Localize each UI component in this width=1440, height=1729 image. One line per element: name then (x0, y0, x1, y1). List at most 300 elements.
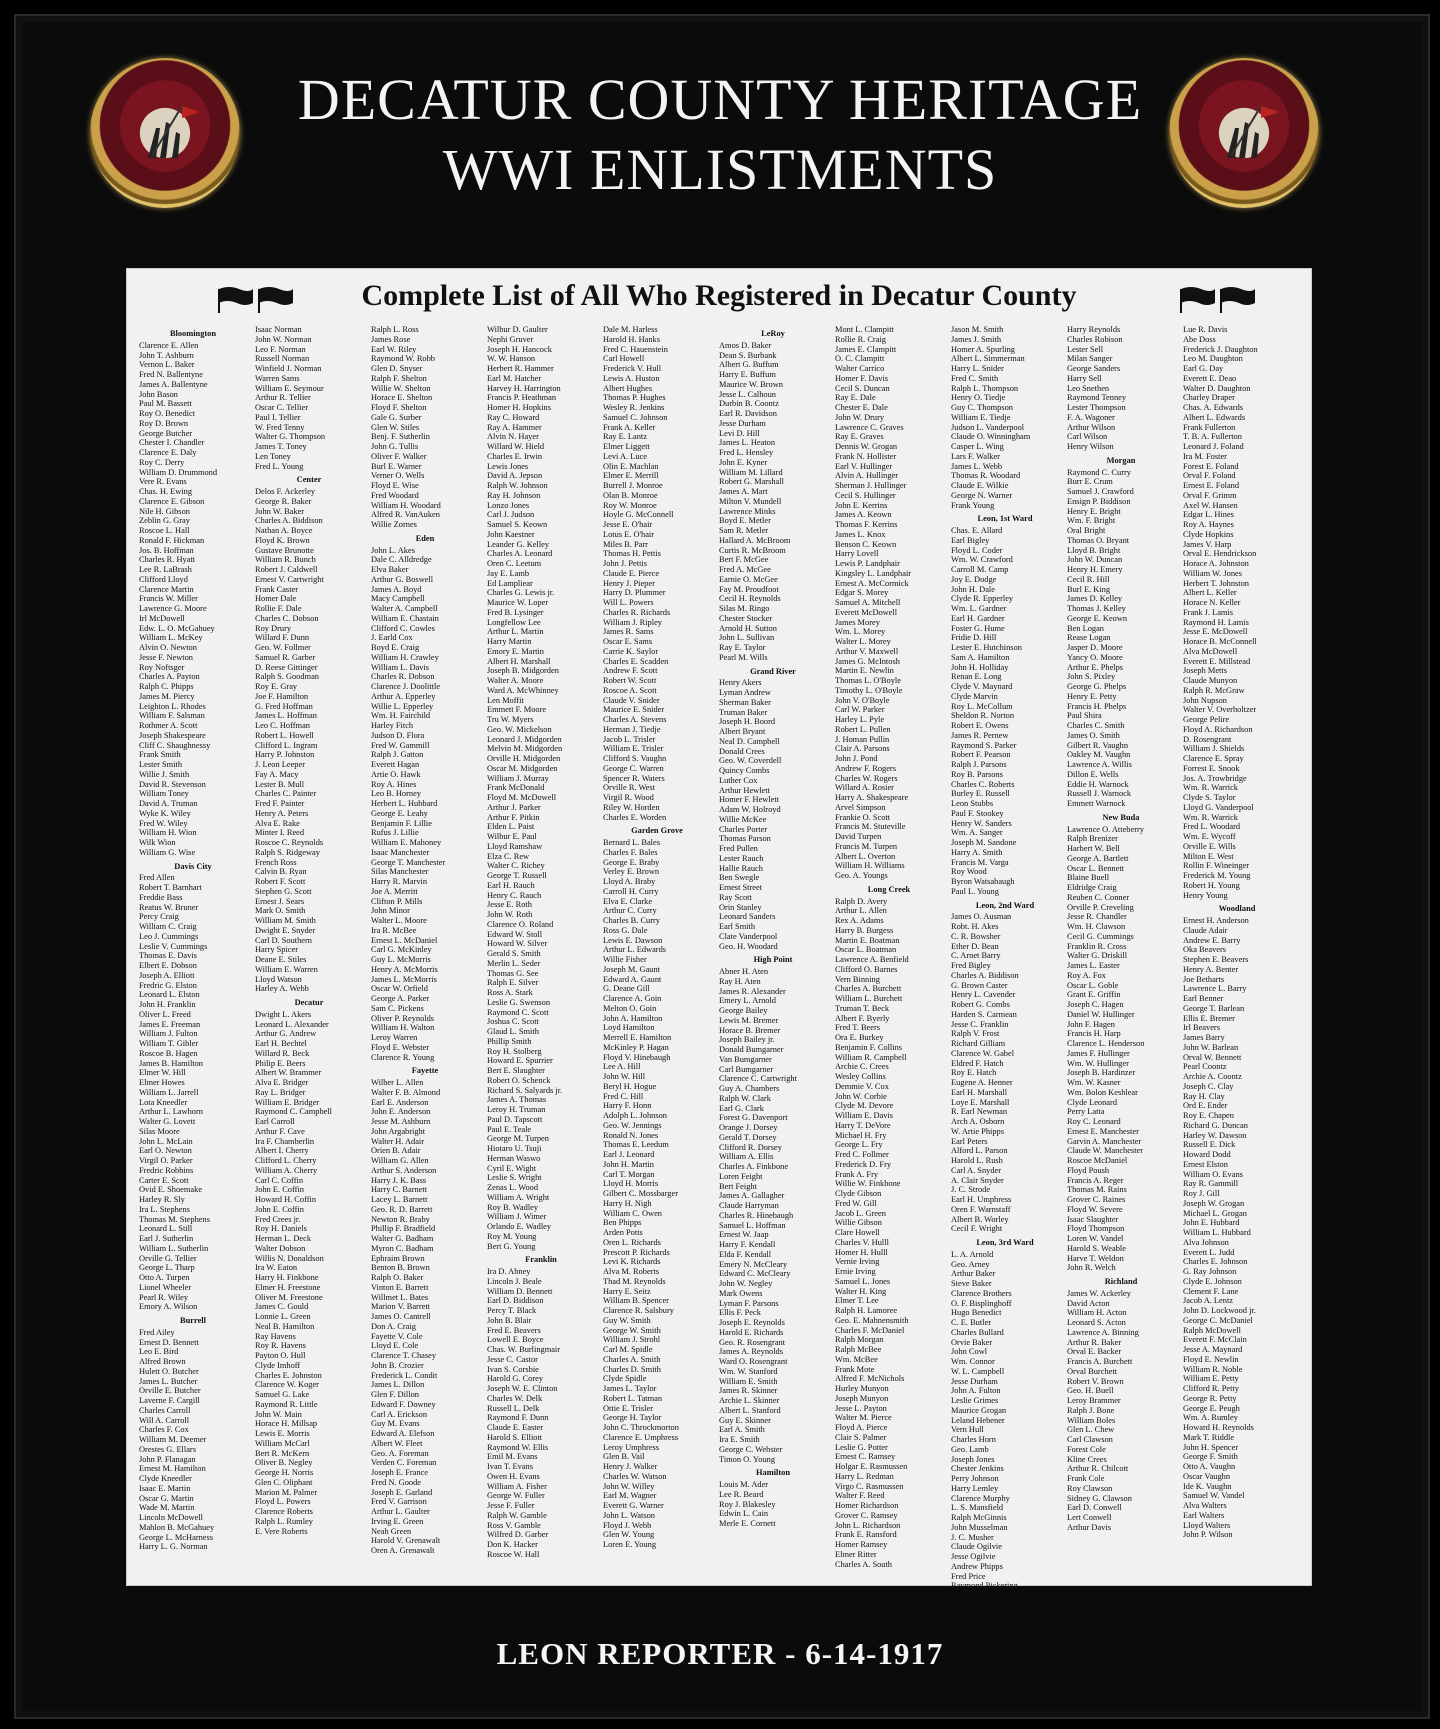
registrant-name: Harry J. K. Bass (371, 1175, 427, 1185)
registrant-name: Nephi Gruver (487, 334, 534, 344)
registrant-name: Roy C. Leonard (1067, 1117, 1121, 1126)
registrant-name: Frederick V. Hull (603, 364, 662, 373)
registrant-name: Reuben C. Conner (1067, 892, 1130, 902)
registrant-name: Ray E. Dale (835, 393, 876, 403)
registrant-name: Ivan S. Corsbie (487, 1364, 539, 1374)
registrant-name: Nile H. Gibson (139, 506, 190, 516)
registrant-name: Thomas F. Kerrins (835, 520, 898, 529)
registrant-name: Grover C. Raines (1067, 1195, 1126, 1204)
registrant-name: Leander G. Kelley (487, 539, 550, 549)
registrant-name: John P. Flanagan (139, 1454, 196, 1464)
registrant-name: Oliver B. Negley (255, 1458, 313, 1468)
registrant-name: Glen L. Chew (1067, 1425, 1115, 1435)
registrant-name: Benson C. Keown (835, 539, 897, 549)
registrant-name: Sheldon R. Norton (951, 711, 1015, 721)
registrant-name: Robert E. Owens (951, 721, 1009, 730)
registrant-name: Glaud L. Smith (487, 1027, 539, 1036)
registrant-name: Ralph W. Johnson (487, 481, 548, 490)
registrant-name: Louis M. Ader (719, 1480, 769, 1489)
registrant-name: Yancy O. Moore (1067, 652, 1123, 662)
registrant-name: Albert L. Keller (1183, 588, 1237, 598)
registrant-name: Ralph L. Ross (371, 325, 419, 334)
registrant-name: Wilfred D. Garber (487, 1530, 549, 1540)
registrant-name: Roy A. Hines (371, 779, 417, 789)
registrant-name: John V. O'Boyle (835, 695, 890, 705)
registrant-name: Harry Sell (1067, 373, 1102, 383)
name-column (485, 325, 597, 1575)
registrant-name: Loye E. Marshall (951, 1097, 1010, 1107)
registrant-name: John E. Kyner (719, 457, 768, 467)
name-column (1065, 325, 1177, 1575)
registrant-name: Charles Bullard (951, 1327, 1004, 1337)
registrant-name: Kingsley L. Landphair (835, 568, 912, 578)
registrant-name: Lloyd E. Cole (371, 1341, 419, 1351)
registrant-name: Roy E. Chapen (1183, 1111, 1234, 1120)
registrant-name: Paul Shira (1067, 711, 1102, 721)
registrant-name: Floyd E. Webster (371, 1042, 430, 1052)
registrant-name: George C. McDaniel (1183, 1315, 1253, 1325)
registrant-name: Wm. W. Stanford (719, 1366, 778, 1376)
registrant-name: George E. Peugh (1183, 1403, 1240, 1413)
registrant-name: Fred C. Smith (951, 373, 999, 383)
registrant-name: Beryl H. Hogue (603, 1081, 657, 1091)
registrant-name: Charles R. Dobson (371, 672, 435, 682)
registrant-name: Ensign P. Biddison (1067, 496, 1131, 506)
registrant-name: Oscar L. Bennett (1067, 863, 1124, 873)
registrant-name: Floyd L. Coder (951, 545, 1003, 555)
registrant-name: Grover C. Ramsey (835, 1510, 898, 1520)
registrant-name: Will A. Carroll (139, 1415, 190, 1425)
registrant-name: Benjamin F. Collins (835, 1042, 903, 1052)
registrant-name: Fred V. Garrison (371, 1497, 427, 1507)
registrant-name: Gerald T. Dorsey (719, 1132, 777, 1142)
registrant-name: Fredric G. Elston (139, 980, 197, 990)
registrant-name: Leo M. Daughton (1183, 354, 1243, 364)
registrant-name: Lert Conwell (1067, 1513, 1112, 1522)
registrant-name: Frankie O. Scott (835, 812, 891, 822)
registrant-name: William J. Wimer (487, 1212, 547, 1222)
registrant-name: Leonard L. Elston (139, 990, 200, 1000)
registrant-name: Charles E. Johnston (255, 1370, 322, 1380)
registrant-name: Orval Burchett (1067, 1366, 1118, 1376)
registrant-name: Isaac Manchester (371, 847, 430, 857)
registrant-name: Clyde Kneedler (139, 1474, 192, 1483)
registrant-name: Floyd A. Pierce (835, 1423, 888, 1432)
registrant-name: Arthur Baker (951, 1269, 996, 1279)
registrant-name: Earl H. Rauch (487, 880, 535, 890)
registrant-name: Emory A. Wilson (139, 1302, 198, 1312)
registrant-name: Arvel Simpson (835, 802, 886, 812)
registrant-name: Guy M. Evans (371, 1419, 420, 1429)
registrant-name: Harry L. Snider (951, 364, 1004, 373)
registrant-name: Joseph Jones (951, 1454, 995, 1464)
flag-icon (215, 285, 295, 315)
registrant-name: Roy M. Young (487, 1231, 537, 1241)
registrant-name: Ralph McDowell (1183, 1325, 1241, 1335)
registrant-name: Horace B. Bremer (719, 1025, 781, 1035)
registrant-name: Ray E. Graves (835, 432, 884, 442)
registrant-name: Thomas J. Kelley (1067, 604, 1126, 613)
registrant-name: Otto A. Turpen (139, 1273, 190, 1282)
registrant-name: Earl R. Davidson (719, 409, 777, 418)
name-column (1181, 325, 1293, 1575)
registrant-name: Clarence Murphy (951, 1493, 1010, 1503)
registrant-name: Benton B. Brown (371, 1263, 430, 1273)
registrant-name: Harry H. Finkbone (255, 1273, 319, 1282)
registrant-name: John D. Lockwood jr. (1183, 1306, 1256, 1315)
registrant-name: Emery L. Arnold (719, 996, 776, 1006)
registrant-name: Forrest E. Snook (1183, 763, 1240, 773)
registrant-name: Ernest E. Manchester (1067, 1126, 1139, 1136)
registrant-name: Walter G. Lovett (139, 1117, 196, 1126)
township-heading: Center (296, 475, 322, 485)
registrant-name: Harbert W. Bell (1067, 844, 1120, 853)
registrant-name: Homer F. Davis (835, 373, 889, 383)
registrant-name: George E. Braby (603, 857, 660, 867)
registrant-name: Charles Porter (719, 824, 768, 834)
registrant-name: Forest Cole (1067, 1444, 1106, 1454)
registrant-name: Richard Gilliam (951, 1039, 1006, 1048)
registrant-name: Robert W. Scott (603, 676, 657, 685)
registrant-name: Maurice W. Brown (719, 379, 783, 389)
registrant-name: Arthur G. Boswell (371, 574, 434, 584)
registrant-name: Jesse C. Castor (487, 1354, 538, 1364)
registrant-name: Clarence A. Goin (603, 994, 662, 1003)
registrant-name: Frank A. Fry (835, 1169, 879, 1179)
registrant-name: Everett Hagan (371, 760, 420, 769)
registrant-name: William J. Fulton (139, 1029, 198, 1039)
registrant-name: Joe A. Merritt (371, 886, 418, 896)
registrant-name: Willie L. Epperley (371, 701, 434, 711)
registrant-name: W. W. Hanson (487, 354, 536, 364)
registrant-name: Carl C. Coffin (255, 1175, 304, 1185)
registrant-name: R. Earl Newman (951, 1107, 1008, 1117)
registrant-name: Harry B. Burgess (835, 925, 894, 935)
registrant-name: Howard H. Reynolds (1183, 1423, 1254, 1432)
registrant-name: Lee R. Beard (719, 1489, 764, 1499)
registrant-name: Floyd K. Brown (255, 535, 310, 545)
registrant-name: John H. Spencer (1183, 1442, 1239, 1452)
registrant-name: George R. Petty (1183, 1393, 1237, 1403)
registrant-name: Arthur Hewlett (719, 785, 770, 795)
registrant-name: Floyd Thompson (1067, 1224, 1125, 1234)
registrant-name: Clarence E. Umphress (603, 1432, 679, 1442)
registrant-name: Wm. W. Crawford (951, 555, 1013, 565)
registrant-name: Lionel Wheeler (139, 1282, 192, 1292)
registrant-name: Nathan A. Boyce (255, 526, 313, 535)
registrant-name: Chester I. Chandler (139, 438, 205, 448)
registrant-name: Clair A. Parsons (835, 744, 890, 754)
registrant-name: James Morey (835, 617, 880, 627)
registrant-name: Elda F. Kendall (719, 1249, 772, 1259)
registrant-name: Carl M. Spidle (603, 1345, 653, 1354)
registrant-name: J. Leon Leeper (255, 760, 305, 769)
flag-icon (1177, 285, 1257, 315)
registrant-name: Jesse E. O'hair (603, 520, 653, 529)
registrant-name: John W. Duncan (1067, 555, 1123, 565)
registrant-name: Clyde Marvin (951, 691, 998, 701)
registrant-name: Durbin B. Coontz (719, 399, 779, 409)
registrant-name: Earl V. Hullinger (835, 461, 893, 471)
registrant-name: Joe F. Hamilton (255, 691, 309, 701)
registrant-name: Arthur A. Epperley (371, 691, 436, 701)
registrant-name: Orval F. Grimm (1183, 490, 1237, 500)
registrant-name: Gilbert C. Mossbarger (603, 1189, 678, 1198)
registrant-name: Clifford R. Petty (1183, 1384, 1239, 1393)
township-heading: Long Creek (867, 884, 911, 894)
registrant-name: Charles Carroll (139, 1405, 191, 1415)
registrant-name: Lloyd A. Braby (603, 877, 656, 886)
registrant-name: Lloyd H. Morris (603, 1179, 659, 1189)
registrant-name: Charles E. Johnson (1183, 1257, 1248, 1267)
registrant-name: Floyd A. Richardson (1183, 724, 1253, 734)
registrant-name: Leslie G. Swenson (487, 997, 551, 1007)
registrant-name: C. E. Butler (951, 1318, 992, 1327)
registrant-name: John L. Richardson (835, 1520, 901, 1530)
registrant-name: Thomas G. See (487, 968, 539, 978)
registrant-name: Fred Ailey (139, 1327, 175, 1337)
registrant-name: Melvin M. Midgorden (487, 744, 563, 754)
registrant-name: Ernest V. Cartwright (255, 574, 324, 584)
registrant-name: Leonard S. Acton (1067, 1318, 1126, 1327)
registrant-name: Robt. H. Akes (951, 922, 999, 931)
registrant-name: Phillip Smith (487, 1036, 532, 1046)
registrant-name: William E. Mahoney (371, 838, 442, 847)
registrant-name: Abe Doss (1183, 334, 1216, 344)
township-heading: High Point (753, 955, 793, 965)
registrant-name: Frank Mote (835, 1364, 875, 1374)
registrant-name: Spencer R. Waters (603, 773, 665, 783)
registrant-name: Frederick D. Fry (835, 1159, 892, 1169)
registrant-name: Harley W. Dawson (1183, 1130, 1247, 1140)
registrant-name: Walter L. Morey (835, 637, 891, 646)
registrant-name: Milan Sanger (1067, 354, 1113, 364)
registrant-name: William J. Ripley (603, 617, 662, 627)
registrant-name: Dale C. Alldredge (371, 555, 432, 565)
registrant-name: Oliver L. Freed (139, 1009, 191, 1019)
registrant-name: Fred L. Young (255, 461, 304, 471)
registrant-name: Mark T. Riddle (1183, 1432, 1235, 1442)
registrant-name: Bert G. Young (487, 1241, 536, 1251)
registrant-name: Howard H. Coffin (255, 1195, 317, 1204)
registrant-name: Ralph W. Clark (719, 1093, 771, 1103)
registrant-name: Arthur V. Maxwell (835, 646, 899, 656)
registrant-name: Andrew E. Barry (1183, 935, 1241, 945)
registrant-name: James F. Hullinger (1067, 1048, 1130, 1058)
registrant-name: Wm. R. Warrick (1183, 783, 1238, 793)
registrant-name: Willie Fisher (603, 955, 647, 964)
registrant-name: Verner O. Wells (371, 471, 425, 481)
registrant-name: Homer H. Hulll (835, 1247, 888, 1257)
registrant-name: Henry L. Cavender (951, 990, 1016, 1000)
registrant-name: Albert L. Simmerman (951, 354, 1025, 364)
registrant-name: Walter G. Badham (371, 1234, 434, 1243)
registrant-name: Sherman Baker (719, 697, 771, 707)
registrant-name: Carter E. Scott (139, 1175, 189, 1185)
registrant-name: Lars F. Walker (951, 451, 1000, 461)
registrant-name: G. Deane Gill (603, 984, 650, 994)
registrant-name: Fred Allen (139, 873, 175, 883)
registrant-name: Robert O. Schenck (487, 1075, 551, 1085)
registrant-name: Horace B. McConnell (1183, 637, 1257, 646)
registrant-name: William E. Chastain (371, 613, 439, 623)
registrant-name: Freddie Bass (139, 892, 183, 902)
registrant-name: William L. Jarrell (139, 1087, 199, 1097)
registrant-name: Walter A. Moore (487, 676, 544, 685)
registrant-name: Samuel J. Crawford (1067, 487, 1134, 496)
registrant-name: Cecil S. Hullinger (835, 490, 896, 500)
registrant-name: Truman Baker (719, 707, 768, 717)
registrant-name: Ernest E. Foland (1183, 481, 1240, 490)
registrant-name: Earl Benner (1183, 994, 1224, 1003)
registrant-name: Jacob A. Lentz (1183, 1296, 1233, 1306)
registrant-name: Willie W. Shelton (371, 383, 431, 393)
registrant-name: Owen H. Evans (487, 1471, 540, 1481)
registrant-name: Leo B. Horney (371, 789, 422, 799)
registrant-name: John E. Kerrins (835, 500, 888, 510)
registrant-name: Henry H. Emery (1067, 565, 1123, 574)
registrant-name: Burr E. Crum (1067, 477, 1113, 487)
registrant-name: Loren Feight (719, 1171, 763, 1181)
registrant-name: Adam W. Holroyd (719, 805, 781, 814)
registrant-name: Leslie Grimes (951, 1396, 999, 1405)
registrant-name: Jesse E. Roth (487, 900, 532, 910)
township-heading: Leon, 3rd Ward (976, 1238, 1034, 1247)
registrant-name: Leon Stubbs (951, 799, 994, 808)
registrant-name: Isaac E. Martin (139, 1483, 191, 1493)
township-heading: Fayette (411, 1066, 439, 1076)
registrant-name: Joseph B. Midgorden (487, 666, 559, 676)
registrant-name: Elmer T. Lee (835, 1296, 879, 1306)
registrant-name: Arthur F. Cave (255, 1126, 305, 1136)
registrant-name: John T. Ashburn (139, 350, 194, 360)
registrant-name: Benj. F. Sutherlin (371, 432, 430, 442)
registrant-name: Hallie Rauch (719, 863, 763, 873)
registrant-name: Jesse L. Payton (835, 1403, 887, 1413)
registrant-name: William R. Bunch (255, 555, 316, 565)
registrant-name: Clifford S. Vaughn (603, 754, 667, 763)
registrant-name: Maurice Grogan (951, 1405, 1007, 1415)
registrant-name: Otto A. Vaughn (1183, 1462, 1236, 1471)
registrant-name: Ira W. Eaton (255, 1263, 298, 1273)
registrant-name: Irving E. Green (371, 1516, 424, 1526)
registrant-name: Albert G. Buffum (719, 360, 779, 370)
registrant-name: Orlando E. Wadley (487, 1222, 552, 1231)
registrant-name: Everett E. Deao (1183, 373, 1237, 383)
registrant-name: J. Homan Pullin (835, 734, 890, 744)
registrant-name: Charles F. McDaniel (835, 1325, 905, 1335)
registrant-name: Edward C. McCleary (719, 1269, 791, 1279)
registrant-name: John W. Roth (487, 910, 533, 919)
registrant-name: Walter Dobson (255, 1243, 306, 1253)
registrant-name: Leroy Brammer (1067, 1396, 1121, 1405)
registrant-name: Walter F. Reed (835, 1491, 885, 1501)
registrant-name: Charles R. Richards (603, 607, 671, 617)
registrant-name: Ralph D. Avery (835, 896, 888, 906)
registrant-name: George L. Fry (835, 1140, 883, 1150)
registrant-name: William L. Davis (371, 662, 430, 672)
registrant-name: Clyde Leonard (1067, 1097, 1118, 1107)
registrant-name: Ira E. Smith (719, 1435, 760, 1444)
registrant-name: John H. Martin (603, 1159, 654, 1169)
registrant-name: Ira L. Stephens (139, 1204, 190, 1214)
registrant-name: Mahlon B. McGahuey (139, 1522, 215, 1532)
registrant-name: Dennis W. Grogan (835, 442, 898, 451)
registrant-name: James R. Alexander (719, 986, 786, 996)
registrant-name: Henry C. Rauch (487, 890, 542, 900)
registrant-name: Samuel W. Vandel (1183, 1491, 1245, 1501)
registrant-name: Fred L. Hensley (719, 448, 774, 457)
registrant-name: Deane E. Stiles (255, 955, 307, 964)
registrant-name: John H. Holliday (951, 662, 1009, 672)
registrant-name: Orville E. Butcher (139, 1386, 201, 1396)
registrant-name: Walter C. Richey (487, 861, 545, 871)
registrant-name: Sam A. Hamilton (951, 652, 1010, 662)
registrant-name: Charles Robison (1067, 334, 1123, 344)
registrant-name: Orval E. Hendrickson (1183, 549, 1257, 559)
registrant-name: Wade M. Martin (139, 1503, 195, 1513)
registrant-name: Len Toney (255, 451, 291, 461)
registrant-name: Frank J. Lamis (1183, 607, 1234, 617)
registrant-name: Andrew Phipps (951, 1561, 1003, 1571)
registrant-name: Robert L. Tatman (603, 1393, 663, 1403)
registrant-name: Robert L. Howell (255, 730, 314, 740)
registrant-name: Charles E. Worden (603, 812, 667, 822)
registrant-name: William D. Bennett (487, 1286, 553, 1296)
registrant-name: George T. Russell (487, 871, 547, 880)
registrant-name: Oren F. Warnstaff (951, 1204, 1011, 1214)
registrant-name: L. A. Arnold (951, 1249, 994, 1259)
registrant-name: Percy T. Black (487, 1306, 537, 1315)
registrant-name: Willie W. Finkbone (835, 1179, 901, 1189)
registrant-name: Judson D. Flora (371, 730, 425, 740)
name-column (949, 325, 1061, 1659)
registrant-name: Carroll H. Curry (603, 886, 659, 896)
registrant-name: Levi D. Hill (719, 428, 760, 438)
registrant-name: George Pelire (1183, 715, 1230, 724)
registrant-name: Ray E. Taylor (719, 643, 766, 652)
registrant-name: Macy Campbell (371, 594, 425, 604)
registrant-name: Clarence T. Chasey (371, 1351, 437, 1360)
registrant-name: Rex A. Adams (835, 916, 884, 925)
registrant-name: Eldred F. Hatch (951, 1058, 1004, 1068)
registrant-name: Orvie Baker (951, 1337, 993, 1347)
registrant-name: C. Arnet Barry (951, 951, 1001, 961)
registrant-name: Charles A. Smith (603, 1354, 661, 1364)
registrant-name: Joseph B. Hardinzer (1067, 1068, 1136, 1078)
registrant-name: Ralph S. Goodman (255, 672, 319, 682)
registrant-name: Casper L. Wing (951, 442, 1004, 451)
registrant-name: Sam R. Metler (719, 526, 769, 535)
registrant-name: Clarence E. Allen (139, 340, 199, 350)
registrant-name: Harry F. Honn (603, 1101, 652, 1111)
registrant-name: Mark O. Smith (255, 906, 306, 916)
registrant-name: George E. Leahy (371, 808, 428, 818)
registrant-name: Earl O. Newton (139, 1146, 192, 1156)
registrant-name: Harry R. Marvin (371, 877, 428, 886)
registrant-name: Clifford R. Dorsey (719, 1142, 782, 1152)
registrant-name: Thomas H. Pettis (603, 549, 661, 559)
registrant-name: Rollie R. Craig (835, 334, 886, 344)
registrant-name: David A. Jepson (487, 471, 543, 481)
registrant-name: Glen Rumley (951, 1630, 996, 1639)
registrant-name: Orestes G. Ellars (139, 1444, 196, 1454)
registrant-name: Ernest J. Sears (255, 896, 305, 906)
registrant-name: Arthur J. Parker (487, 802, 541, 812)
registrant-name: Claude W. Manchester (1067, 1146, 1144, 1156)
registrant-name: Samuel A. Mitchell (835, 598, 901, 607)
registrant-name: Walter G. Thompson (255, 432, 326, 442)
